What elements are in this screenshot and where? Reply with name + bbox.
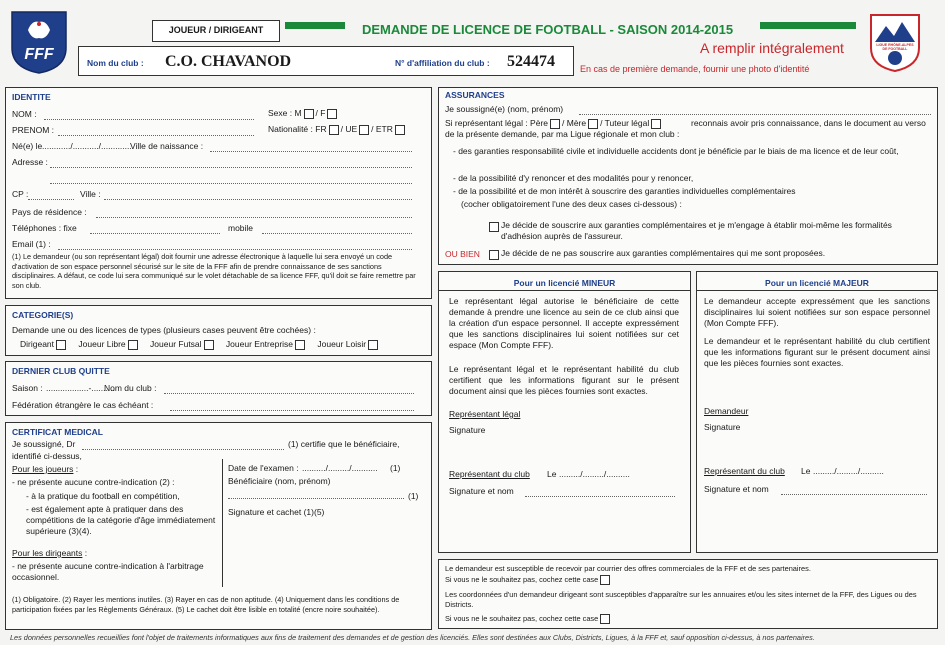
mineur-title: Pour un licencié MINEUR bbox=[513, 278, 616, 288]
nationalite-label bbox=[268, 124, 407, 135]
beneficiaire-note: (1) bbox=[408, 491, 419, 501]
cat-dirigeant-label: Dirigeant bbox=[20, 339, 55, 349]
cp-label: CP : bbox=[12, 189, 29, 199]
first-request-note: En cas de première demande, fournir une photo d'identité bbox=[580, 64, 810, 74]
nom-club-label: Nom du club : bbox=[104, 383, 157, 393]
cat-joueur-futsal-label: Joueur Futsal bbox=[150, 339, 202, 349]
nat-ue-checkbox[interactable] bbox=[359, 125, 369, 135]
nat-fr-label: Nationalité : FR bbox=[268, 124, 327, 134]
mere-label: / Mère bbox=[562, 118, 587, 128]
ne-pas-souscrire-checkbox[interactable] bbox=[489, 250, 499, 260]
sexe-label bbox=[268, 108, 339, 119]
joueurs-item-2: - à la pratique du football en compétition, bbox=[26, 491, 180, 501]
telephones-label: Téléphones : fixe bbox=[12, 223, 77, 233]
mineur-sign-nom-field[interactable] bbox=[525, 487, 675, 497]
offres-line-3: Les coordonnées d'un demandeur dirigeant sont susceptibles d'apparaître sur les annuaires et/ou les sites internet de la FFF, des Ligues ou des Districts. bbox=[445, 590, 917, 609]
majeur-signature-area[interactable] bbox=[704, 434, 930, 464]
assurance-bullet-3b: (cocher obligatoirement l'une des deux cases ci-dessous) : bbox=[461, 199, 682, 209]
club-info-box bbox=[78, 46, 574, 76]
sexe-f-label: / F bbox=[315, 108, 326, 118]
dernier-club-title: DERNIER CLUB QUITTE bbox=[12, 366, 110, 376]
majeur-paragraph-1: Le demandeur accepte expressément que les sanctions disciplinaires lui soient notifiées sur son espace personnel (Mon Compte FFF). bbox=[704, 296, 930, 328]
soussigne-field[interactable] bbox=[579, 105, 931, 115]
cat-joueur-libre-checkbox[interactable] bbox=[128, 340, 138, 350]
league-logo bbox=[870, 14, 920, 72]
majeur-signature-label: Signature bbox=[704, 422, 741, 432]
assurances-title: ASSURANCES bbox=[445, 90, 505, 100]
assurance-bullet-2: - de la possibilité d'y renoncer et des modalités pour y renoncer, bbox=[453, 173, 694, 183]
identifie-text: identifié ci-dessus, bbox=[12, 451, 82, 461]
footer-privacy-text: Les données personnelles recueillies font l'objet de traitements informatiques aux fins de traitement des demandes et de gestion des licenciés. Elles sont destinées aux Clubs, Districts, Ligues, à la FFF et, sauf opposition ci-dessus, à nos partenaires. bbox=[10, 633, 815, 642]
mineur-title-rule bbox=[439, 290, 690, 291]
telephone-fixe-field[interactable] bbox=[90, 224, 220, 234]
categories-title: CATEGORIE(S) bbox=[12, 310, 74, 320]
pour-dirigeants-heading: Pour les dirigeants : bbox=[12, 548, 88, 558]
majeur-date-field[interactable]: ........./........./.......... bbox=[813, 466, 884, 476]
mineur-rep-club-label: Représentant du club bbox=[449, 469, 530, 479]
federation-label: Fédération étrangère le cas échéant : bbox=[12, 400, 154, 410]
nat-etr-checkbox[interactable] bbox=[395, 125, 405, 135]
mineur-signature-area[interactable] bbox=[449, 436, 679, 466]
pere-label: Si représentant légal : Père bbox=[445, 118, 549, 128]
nat-ue-label: / UE bbox=[340, 124, 358, 134]
pour-joueurs-heading: Pour les joueurs : bbox=[12, 464, 79, 474]
categories-intro: Demande une ou des licences de types (plusieurs cases peuvent être cochées) : bbox=[12, 325, 316, 335]
majeur-rep-club-label: Représentant du club bbox=[704, 466, 785, 476]
reconnais-text: reconnais avoir pris connaissance, dans le document au verso de la présente demande, par ma Ligue régionale et mon club : bbox=[445, 118, 926, 139]
cat-joueur-loisir-label: Joueur Loisir bbox=[317, 339, 367, 349]
majeur-title: Pour un licencié MAJEUR bbox=[765, 278, 869, 288]
nom-label: NOM : bbox=[12, 109, 37, 119]
ville-naissance-label: Ville de naissance : bbox=[130, 141, 204, 151]
fill-completely-notice: A remplir intégralement bbox=[700, 40, 844, 56]
sexe-m-checkbox[interactable] bbox=[304, 109, 314, 119]
fff-logo bbox=[10, 10, 68, 74]
mineur-paragraph-2: Le représentant légal et le représentant habilité du club certifient que les informations figurant sur le présent document ainsi que les pièces fournies sont exactes. bbox=[449, 364, 679, 396]
majeur-sign-nom-label: Signature et nom bbox=[704, 484, 769, 494]
form-title: DEMANDE DE LICENCE DE FOOTBALL - SAISON 2014-2015 bbox=[362, 22, 734, 37]
mineur-section bbox=[438, 271, 691, 553]
mineur-signature-label: Signature bbox=[449, 425, 486, 435]
mobile-label: mobile bbox=[228, 223, 254, 233]
nat-etr-label: / ETR bbox=[371, 124, 393, 134]
email-label: Email (1) : bbox=[12, 239, 51, 249]
mineur-sign-nom-label: Signature et nom bbox=[449, 486, 514, 496]
league-logo-text: LIGUE RHÔNE-ALPES DE FOOTBALL bbox=[876, 43, 914, 51]
adresse-label: Adresse : bbox=[12, 157, 48, 167]
offres-line-1: Le demandeur est susceptible de recevoir par courrier des offres commerciales de la FFF et de ses partenaires. bbox=[445, 564, 811, 573]
certificat-footnote: (1) Obligatoire. (2) Rayer les mentions inutiles. (3) Rayer en cas de non aptitude. (4) Uniquement dans les conditions de participation fixées par les Règlements Généraux. (5) Le cachet doit être lisible en totalité (encre noire souhaitée). bbox=[12, 595, 400, 614]
adresse-field-1[interactable] bbox=[50, 158, 412, 168]
nat-fr-checkbox[interactable] bbox=[329, 125, 339, 135]
saison-label: Saison : bbox=[12, 383, 43, 393]
fff-logo-text: FFF bbox=[24, 46, 54, 63]
pays-label: Pays de résidence : bbox=[12, 207, 87, 217]
majeur-sign-nom-field[interactable] bbox=[781, 485, 927, 495]
signature-cachet-area[interactable] bbox=[228, 519, 418, 585]
mineur-date-field[interactable]: ........./........./.......... bbox=[559, 469, 630, 479]
docteur-field[interactable] bbox=[82, 440, 284, 450]
offres-line-2: Si vous ne le souhaitez pas, cochez cette case bbox=[445, 575, 612, 585]
souscrire-checkbox[interactable] bbox=[489, 222, 499, 232]
joueurs-item-3: - est également apte à pratiquer dans des compétitions de la catégorie d'âge immédiatement supérieure (3)(4). bbox=[26, 504, 216, 536]
offres-line-4: Si vous ne le souhaitez pas, cochez cette case bbox=[445, 614, 612, 624]
ou-bien-label: OU BIEN bbox=[445, 249, 480, 259]
ne-le-label: Né(e) le bbox=[12, 141, 43, 151]
birthdate-field[interactable]: ............/.........../.............. bbox=[42, 141, 135, 151]
cp-field[interactable] bbox=[28, 190, 74, 200]
pays-field[interactable] bbox=[96, 208, 412, 218]
majeur-le-label: Le bbox=[801, 466, 811, 476]
souscrire-text: Je décide de souscrire aux garanties complémentaires et je m'engage à établir moi-même les formalités d'adhésion auprès de l'assureur. bbox=[501, 220, 892, 241]
mineur-le-label: Le bbox=[547, 469, 557, 479]
certificat-divider bbox=[222, 459, 223, 587]
identite-section bbox=[5, 87, 432, 299]
sexe-f-checkbox[interactable] bbox=[327, 109, 337, 119]
majeur-demandeur-label: Demandeur bbox=[704, 406, 749, 416]
cat-joueur-libre-label: Joueur Libre bbox=[78, 339, 126, 349]
majeur-section bbox=[696, 271, 938, 553]
beneficiaire-label: Bénéficiaire (nom, prénom) bbox=[228, 476, 331, 486]
nom-club-field[interactable] bbox=[164, 384, 414, 394]
categories-section bbox=[5, 305, 432, 356]
cat-joueur-futsal-checkbox[interactable] bbox=[204, 340, 214, 350]
certifie-text: (1) certifie que le bénéficiaire, bbox=[288, 439, 400, 449]
joueurs-item-1: - ne présente aucune contre-indication (2) : bbox=[12, 477, 175, 487]
federation-field[interactable] bbox=[170, 401, 414, 411]
docteur-label: Je soussigné, Dr bbox=[12, 439, 76, 449]
club-name-label: Nom du club : bbox=[87, 58, 144, 68]
ville-naissance-field[interactable] bbox=[210, 142, 412, 152]
assurances-section bbox=[438, 87, 938, 265]
assurance-bullet-1: - des garanties responsabilité civile et individuelle accidents dont je bénéficie par le biais de ma licence et de leur coût, bbox=[453, 146, 899, 156]
cat-dirigeant-checkbox[interactable] bbox=[56, 340, 66, 350]
offres-commercial-checkbox[interactable] bbox=[600, 575, 610, 585]
mineur-rep-legal-label: Représentant légal bbox=[449, 409, 521, 419]
date-examen-field[interactable]: ........../........./........... bbox=[302, 463, 378, 473]
green-bar-left bbox=[285, 22, 345, 29]
green-bar-right bbox=[760, 22, 856, 29]
dirigeants-item-1: - ne présente aucune contre-indication à l'arbitrage occasionnel. bbox=[12, 561, 204, 582]
affiliation-value[interactable]: 524474 bbox=[507, 53, 555, 70]
club-name-value[interactable]: C.O. CHAVANOD bbox=[165, 53, 292, 70]
email-field[interactable] bbox=[58, 240, 412, 250]
majeur-paragraph-2: Le demandeur et le représentant habilité du club certifient que les informations figurant sur le présent document ainsi que les pièces fournies sont exactes. bbox=[704, 336, 930, 368]
role-label: JOUEUR / DIRIGEANT bbox=[168, 25, 264, 35]
nom-field[interactable] bbox=[44, 110, 254, 120]
categories-list bbox=[20, 339, 380, 350]
certificat-title: CERTIFICAT MEDICAL bbox=[12, 427, 103, 437]
mineur-paragraph-1: Le représentant légal autorise le bénéficiaire de cette demande à prendre une licence au sein de ce club ainsi que la création d'un espace personnel. Il accepte expressément que les sanctions disciplinaires lui soient notifiées sur cet espace (Mon Compte FFF). bbox=[449, 296, 679, 350]
tuteur-label: / Tuteur légal bbox=[600, 118, 650, 128]
date-examen-label: Date de l'examen : bbox=[228, 463, 299, 473]
sexe-m-label: Sexe : M bbox=[268, 108, 302, 118]
cat-joueur-entreprise-label: Joueur Entreprise bbox=[225, 339, 294, 349]
adresse-field-2[interactable] bbox=[50, 174, 412, 184]
prenom-label: PRENOM : bbox=[12, 125, 55, 135]
mobile-field[interactable] bbox=[262, 224, 412, 234]
role-label-box bbox=[152, 20, 280, 42]
offres-section bbox=[438, 559, 938, 629]
cat-joueur-loisir-checkbox[interactable] bbox=[368, 340, 378, 350]
soussigne-label: Je soussigné(e) (nom, prénom) bbox=[445, 104, 564, 114]
identite-note: (1) Le demandeur (ou son représentant légal) doit fournir une adresse électronique à laquelle lui sera envoyé un code d'activation de son espace personnel sécurisé sur le site de la FFF afin de prendre connaissance de ses sanctions disciplinaires. A défaut, ce code lui sera communiqué sur le volet détachable de sa licence FFF, qu'il doit se faire remettre par son club. bbox=[12, 252, 416, 290]
majeur-title-rule bbox=[697, 290, 937, 291]
identite-title: IDENTITE bbox=[12, 92, 51, 102]
cat-joueur-entreprise-checkbox[interactable] bbox=[295, 340, 305, 350]
assurance-bullet-3: - de la possibilité et de mon intérêt à souscrire des garanties individuelles complémentaires bbox=[453, 186, 796, 196]
saison-field[interactable]: ..................-.......... bbox=[46, 383, 115, 393]
ne-pas-souscrire-text: Je décide de ne pas souscrire aux garanties complémentaires qui me sont proposées. bbox=[501, 248, 826, 258]
dernier-club-section bbox=[5, 361, 432, 416]
ville-label: Ville : bbox=[80, 189, 101, 199]
prenom-field[interactable] bbox=[58, 126, 254, 136]
affiliation-label: N° d'affiliation du club : bbox=[395, 58, 490, 68]
offres-annuaire-checkbox[interactable] bbox=[600, 614, 610, 624]
date-examen-note: (1) bbox=[390, 463, 401, 473]
certificat-section bbox=[5, 422, 432, 630]
beneficiaire-field[interactable] bbox=[228, 489, 404, 499]
ville-field[interactable] bbox=[104, 190, 412, 200]
signature-cachet-label: Signature et cachet (1)(5) bbox=[228, 507, 325, 517]
